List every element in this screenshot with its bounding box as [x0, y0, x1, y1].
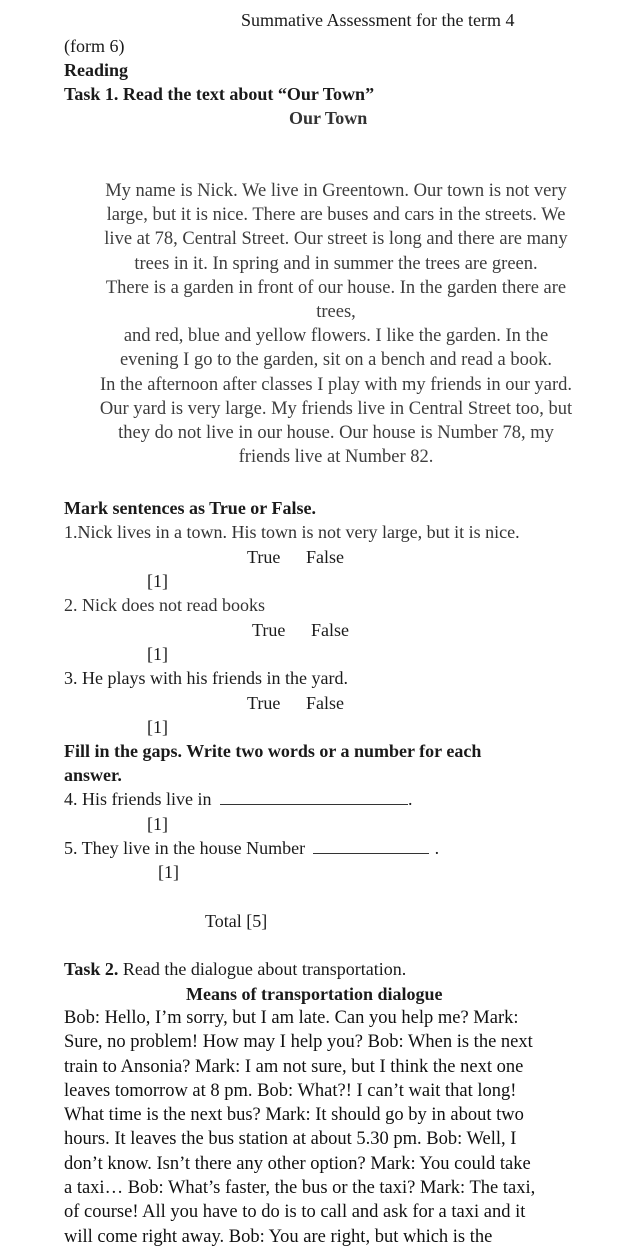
- dialogue-line: a taxi… Bob: What’s faster, the bus or the taxi? Mark: The taxi,: [64, 1178, 536, 1199]
- dialogue-line: don’t know. Isn’t there any other option? Mark: You could take: [64, 1153, 531, 1174]
- question-4-period: .: [407, 789, 413, 809]
- dialogue-line: Sure, no problem! How may I help you? Bob: When is the next: [64, 1032, 533, 1053]
- question-5-period: .: [434, 838, 440, 858]
- passage-title: Our Town: [289, 108, 368, 128]
- passage-line: In the afternoon after classes I play with my friends in our yard.: [99, 374, 573, 395]
- passage-line: friends live at Number 82.: [238, 447, 434, 468]
- question-1-text: 1.Nick lives in a town. His town is not very large, but it is nice.: [64, 522, 520, 542]
- question-2-mark: [1]: [147, 644, 168, 664]
- passage-line: There is a garden in front of our house. In the garden there are: [105, 277, 567, 298]
- passage-line: large, but it is nice. There are buses and cars in the streets. We: [106, 205, 566, 226]
- question-3-true-option[interactable]: True: [247, 693, 281, 713]
- dialogue-line: leaves tomorrow at 8 pm. Bob: What?! I can’t wait that long!: [64, 1080, 517, 1101]
- question-4: [64, 787, 412, 811]
- total-score: Total [5]: [205, 911, 268, 931]
- passage-line: and red, blue and yellow flowers. I like the garden. In the: [123, 326, 549, 347]
- dialogue-line: train to Ansonia? Mark: I am not sure, but I think the next one: [64, 1056, 524, 1077]
- question-5-text: 5. They live in the house Number: [64, 838, 306, 858]
- question-3-text: 3. He plays with his friends in the yard.: [64, 668, 348, 688]
- passage-line: they do not live in our house. Our house is Number 78, my: [118, 423, 554, 444]
- dialogue-title: Means of transportation dialogue: [186, 984, 443, 1004]
- passage-line: trees in it. In spring and in summer the trees are green.: [134, 253, 538, 274]
- gap-fill-heading: Fill in the gaps. Write two words or a number for each: [64, 741, 482, 761]
- dialogue-line: Bob: Hello, I’m sorry, but I am late. Can you help me? Mark:: [64, 1008, 519, 1028]
- question-4-text: 4. His friends live in: [64, 789, 212, 809]
- task2-instruction: Read the dialogue about transportation.: [118, 959, 407, 979]
- question-3-mark: [1]: [147, 717, 168, 737]
- question-5: [64, 836, 439, 860]
- document-title: Summative Assessment for the term 4: [241, 10, 515, 30]
- question-3-false-option[interactable]: False: [306, 693, 344, 713]
- task2-heading: [64, 957, 406, 981]
- question-1-mark: [1]: [147, 571, 168, 591]
- passage-line: evening I go to the garden, sit on a bench and read a book.: [119, 350, 553, 371]
- passage-line: live at 78, Central Street. Our street is long and there are many: [104, 229, 568, 250]
- question-4-answer-blank[interactable]: [220, 788, 408, 805]
- question-1-false-option[interactable]: False: [306, 547, 344, 567]
- task2-label: Task 2.: [64, 959, 119, 979]
- question-2-true-option[interactable]: True: [252, 620, 286, 640]
- question-4-mark: [1]: [147, 814, 168, 834]
- dialogue-line: hours. It leaves the bus station at about 5.30 pm. Bob: Well, I: [64, 1129, 517, 1150]
- dialogue-line: will come right away. Bob: You are right, but which is the: [64, 1226, 493, 1247]
- form-label: (form 6): [64, 36, 125, 56]
- passage-line: My name is Nick. We live in Greentown. Our town is not very: [105, 181, 567, 201]
- question-5-answer-blank[interactable]: [313, 837, 429, 854]
- question-1-true-option[interactable]: True: [247, 547, 281, 567]
- section-heading: Reading: [64, 60, 129, 80]
- question-2-false-option[interactable]: False: [311, 620, 349, 640]
- gap-fill-heading-cont: answer.: [64, 765, 122, 785]
- question-5-mark: [1]: [158, 862, 179, 882]
- reading-passage: [62, 179, 610, 469]
- question-2-text: 2. Nick does not read books: [64, 595, 265, 615]
- true-false-heading: Mark sentences as True or False.: [64, 498, 316, 518]
- passage-line: trees,: [316, 302, 356, 323]
- dialogue-line: What time is the next bus? Mark: It should go by in about two: [64, 1105, 524, 1126]
- dialogue-line: of course! All you have to do is to call and ask for a taxi and it: [64, 1202, 526, 1223]
- dialogue-text: [64, 1006, 604, 1249]
- task1-heading: Task 1. Read the text about “Our Town”: [64, 84, 375, 104]
- passage-line: Our yard is very large. My friends live in Central Street too, but: [99, 398, 573, 419]
